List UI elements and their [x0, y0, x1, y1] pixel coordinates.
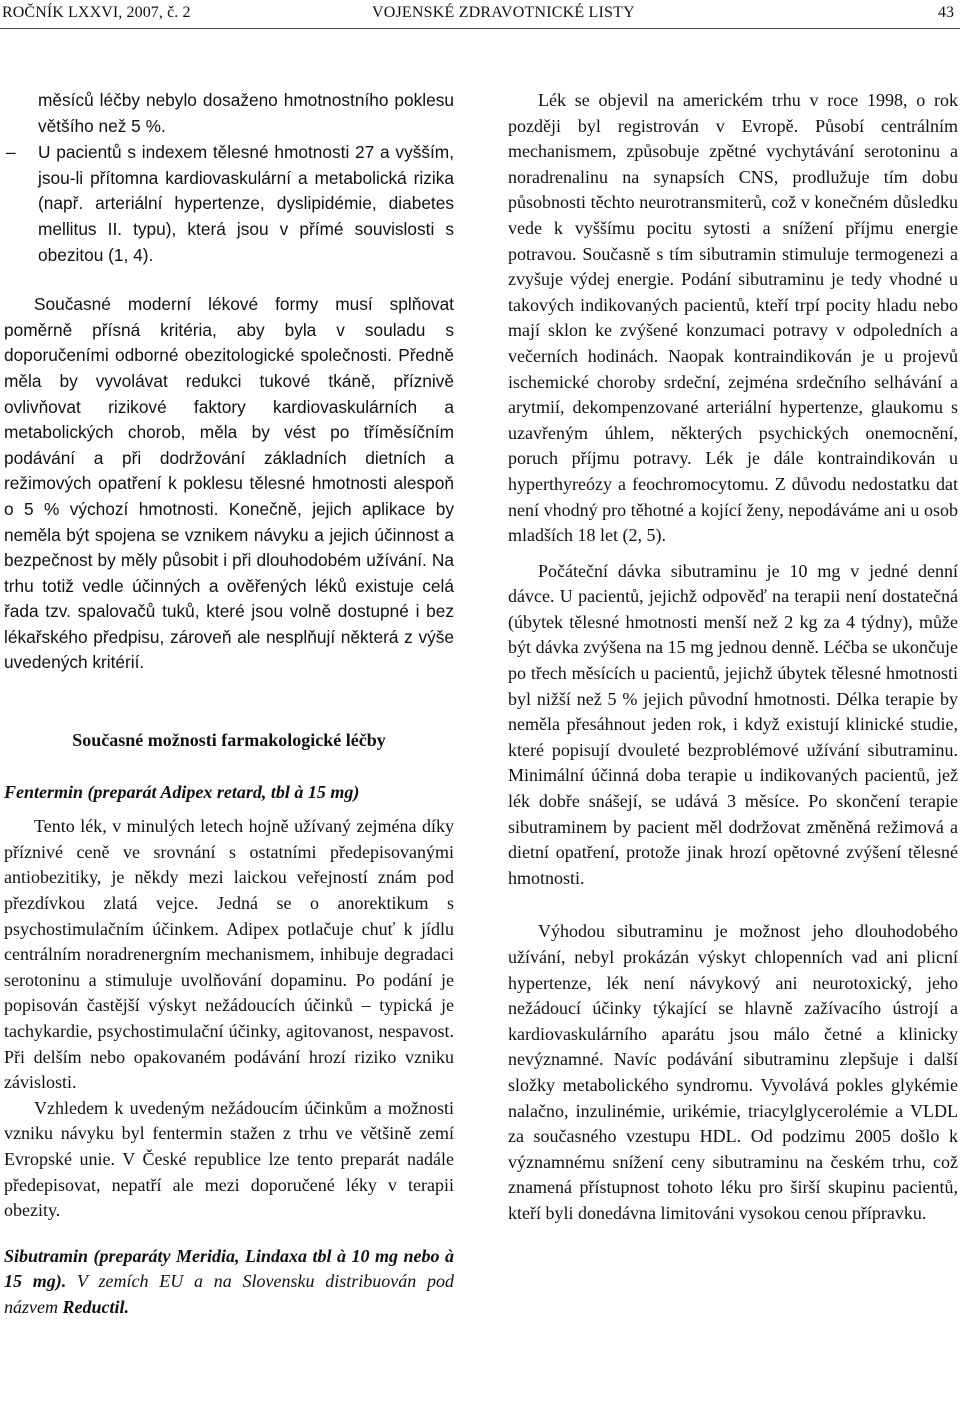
journal-title: VOJENSKÉ ZDRAVOTNICKÉ LISTY — [372, 4, 635, 21]
page-number: 43 — [938, 4, 954, 21]
right-column — [508, 88, 958, 1227]
sibutramin-text: V zemích EU a na Slovensku distribuován pod názvem — [4, 1271, 455, 1317]
header-rule — [0, 28, 960, 29]
paragraph: Současné moderní lékové formy musí splňovat poměrně přísná kritéria, aby byla v souladu s doporučeními odborné obezitologické společnosti. Předně měla by vyvolávat redukci tukové tkáně, příznivě ovlivňovat rizikové faktory kardiovaskulárních a metabolických chorob, měla by vést po tříměsíčním podávání a při dodržování základních dietních a režimových opatření k poklesu tělesné hmotnosti alespoň o 5 % výchozí hmotnosti. Konečně, jejich aplikace by neměla být spojena se vznikem návyku a jejich účinnost a bezpečnost by měly působit i při dlouhodobém užívání. Na trhu totiž vedle účinných a ověřených léků existuje celá řada tzv. spalovačů tuků, které jsou volně dostupné i bez lékařského předpisu, zároveň ale nesplňují některá z výše uvedených kritérií. — [4, 294, 454, 673]
paragraph: Výhodou sibutraminu je možnost jeho dlouhodobého užívání, nebyl prokázán výskyt chlopenních vad ani plicní hypertenze, lék není návykový ani neurotoxický, jeho nežádoucí účinky týkající se hlavně zažívacího ústrojí a kardiovaskulárního aparátu jsou málo četné a klinicky nevýznamné. Navíc podávání sibutraminu zlepšuje i další složky metabolického syndromu. Vyvolává pokles glykémie nalačno, inzulinémie, urikémie, triacylglycerolémie a VLDL za současného vzestupu HDL. Od podzimu 2005 došlo k významnému snížení ceny sibutraminu na českém trhu, což znamená přístupnost tohoto léku pro širší skupinu pacientů, kteří byli donedávna limitováni vysokou cenou přípravku. — [508, 921, 958, 1223]
sibutramin-heading: Sibutramin (preparáty Meridia, Lindaxa tbl à 10 mg nebo à 15 mg). — [4, 1245, 454, 1292]
paragraph: Počáteční dávka sibutraminu je 10 mg v jedné denní dávce. U pacientů, jejichž odpověď na terapii není dostatečná (úbytek tělesné hmotnosti menší než 2 kg za 4 týdny), může být dávka zvýšena na 15 mg jednou denně. Léčba se ukončuje po třech měsících u pacientů, jejichž úbytek tělesné hmotnosti byl nižší než 5 % jejich původní hmotnosti. Délka terapie by neměla přesáhnout jeden rok, i když existují klinické studie, které popisují dvouleté bezproblémové užívání sibutraminu. Minimální účinná doba terapie u indikovaných pacientů, jež lék dobře snášejí, se udává 3 měsíce. Po skončení terapie sibutraminem by pacient měl dodržovat změněná režimová a dietní opatření, protože jinak hrozí opětovné zvýšení tělesné hmotnosti. — [508, 560, 958, 888]
fentermin-heading: Fentermin (preparát Adipex retard, tbl à 15 mg) — [4, 781, 360, 802]
paragraph: Tento lék, v minulých letech hojně užívaný zejména díky příznivé ceně ve srovnání s ostatními předepisovanými antiobezitiky, je někdy mezi laickou veřejností znám pod přezdívkou zlatá vejce. Jedná se o anorektikum s psychostimulačním účinkem. Adipex potlačuje chuť k jídlu centrálním noradrenergním mechanismem, inhibuje degradaci serotoninu a stimuluje uvolňování dopaminu. Po podání je popisován častější výskyt nežádoucích účinků – typická je tachykardie, psychostimulační účinky, agitovanost, nespavost. Při delším nebo opakovaném podávání hrozí riziko vzniku závislosti. — [4, 816, 454, 1093]
section-title: Současné možnosti farmakologické léčby — [72, 730, 386, 751]
running-header — [2, 0, 960, 26]
paragraph: Lék se objevil na americkém trhu v roce 1998, o rok později byl registrován v Evropě. Působí centrálním mechanismem, způsobuje zpětné vychytávání serotoninu a noradrenalinu na synapsích CNS, prodlužuje tím dobu působnosti těchto neurotransmiterů, což v konečném důsledku vede k vyššímu pocitu sytosti a snížení příjmu energie potravou. Současně s tím sibutramin stimuluje termogenezi a zvyšuje výdej energie. Podání sibutraminu je tedy vhodné u takových indikovaných pacientů, kteří trpí pocity hladu nebo mají sklon ke zvýšené konzumaci potravy v odpoledních a večerních hodinách. Naopak kontraindikován je u projevů ischemické choroby srdeční, zejména srdečního selhávání a arytmií, dekompenzované arteriální hypertenze, glaukomu s uzavřeným úhlem, některých psychických onemocnění, poruch příjmu potravy. Lék je dále kontraindikován u hyperthyreózy a feochromocytomu. Z důvodu nedostatku dat není vhodný pro těhotné a kojící ženy, nepodáváme ani u osob mladších 18 let (2, 5). — [508, 90, 958, 546]
journal-volume: ROČNÍK LXXVI, 2007, č. 2 — [2, 4, 191, 21]
left-column — [4, 88, 454, 1321]
continued-paragraph: měsíců léčby nebylo dosaženo hmotnostního poklesu většího než 5 %. — [38, 90, 454, 136]
reductil-name: Reductil. — [62, 1296, 129, 1317]
paragraph: Vzhledem k uvedeným nežádoucím účinkům a možnosti vzniku návyku byl fentermin stažen z trhu ve většině zemí Evropské unie. V České republice lze tento preparát nadále předepisovat, nepatří ale mezi doporučené léky v terapii obezity. — [4, 1097, 454, 1221]
bullet-dash: – — [6, 142, 16, 163]
sibutramin-intro — [4, 1244, 454, 1321]
list-item — [4, 140, 454, 268]
list-item-text: U pacientů s indexem tělesné hmotnosti 27 a vyšším, jsou-li přítomna kardiovaskulární a metabolická rizika (např. arteriální hypertenze, dyslipidémie, diabetes mellitus II. typu), která jsou v přímé souvislosti s obezitou (1, 4). — [38, 142, 454, 265]
